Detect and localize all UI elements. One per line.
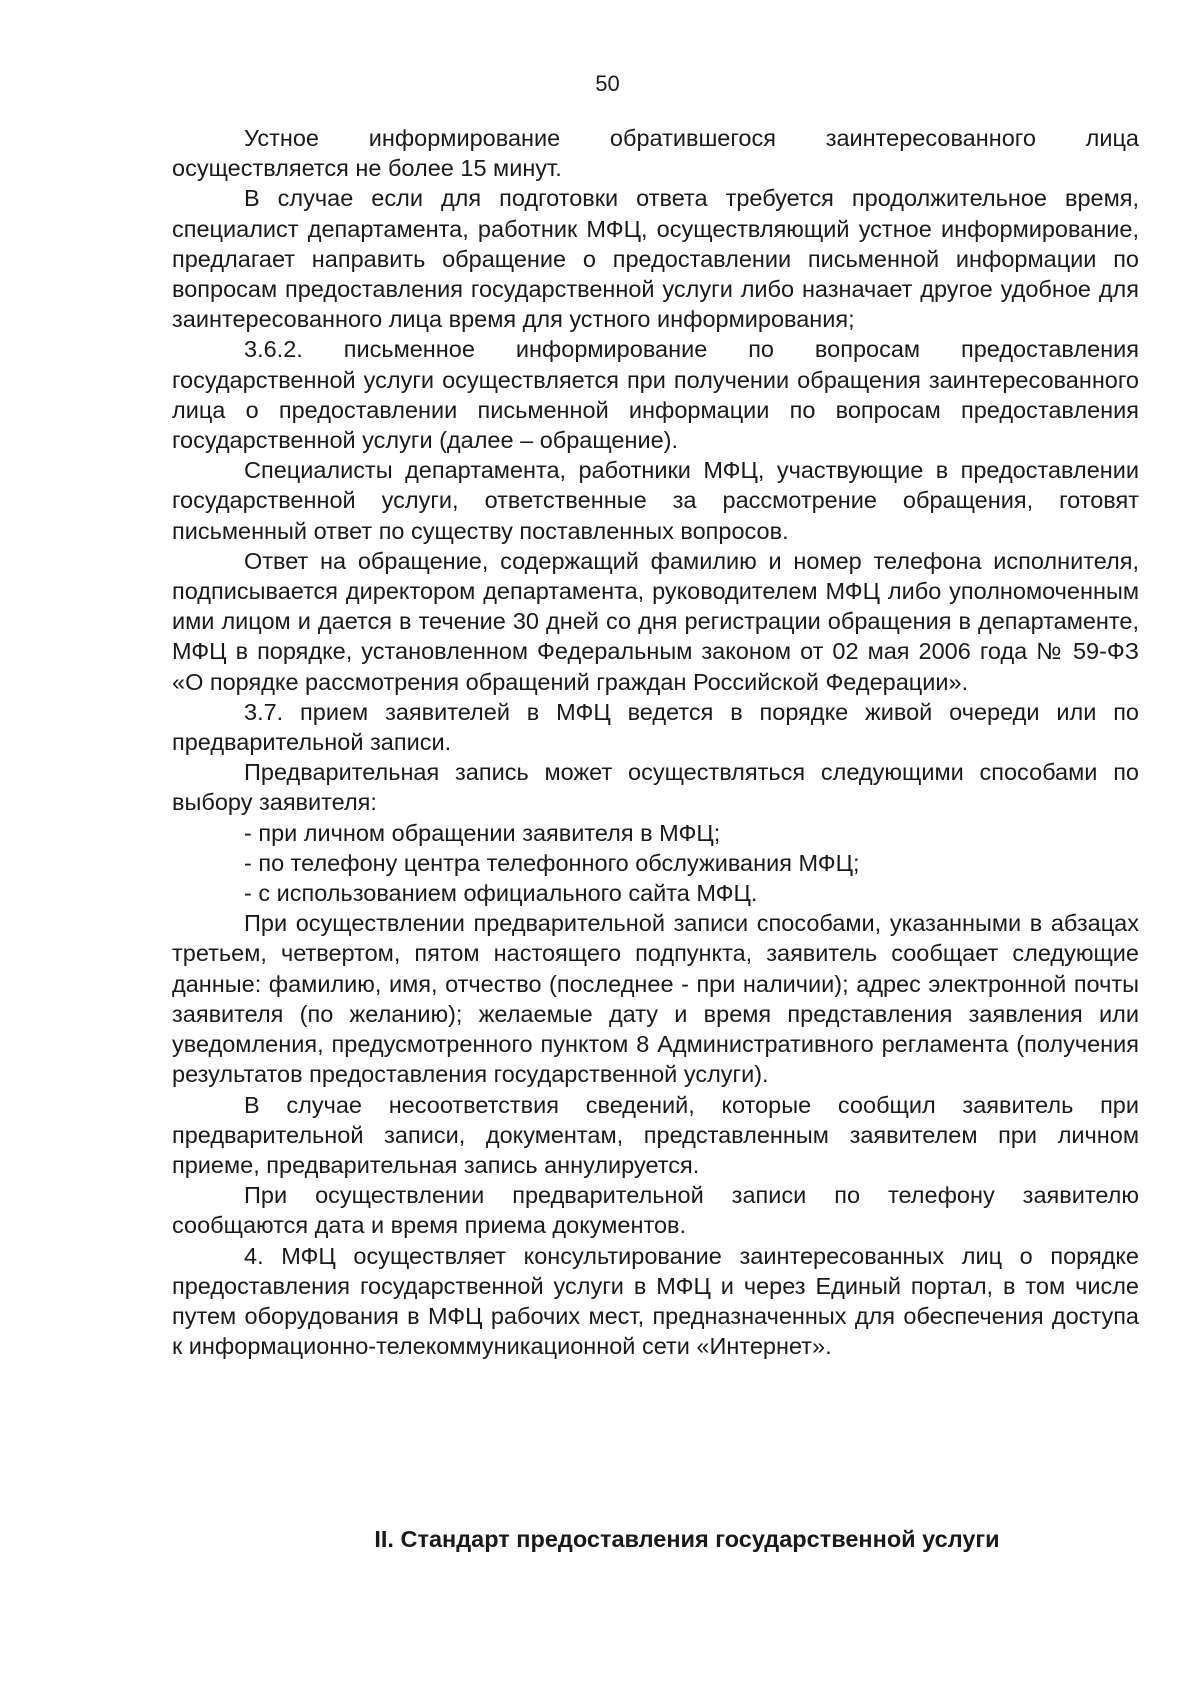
paragraph: При осуществлении предварительной записи по телефону заявителю сообщаются дата и время приема документов. <box>172 1182 1139 1239</box>
list-item: - при личном обращении заявителя в МФЦ; <box>244 819 721 846</box>
page-number: 50 <box>595 71 620 96</box>
paragraph: 4. МФЦ осуществляет консультирование заинтересованных лиц о порядке предоставления государственной услуги в МФЦ и через Единый портал, в том числе путем оборудования в МФЦ рабочих мест, предназначенных для обеспечения доступа к информационно-телекоммуникационной сети «Интернет». <box>172 1242 1139 1360</box>
paragraph: Специалисты департамента, работники МФЦ, участвующие в предоставлении государственной услуги, ответственные за рассмотрение обращения, готовят письменный ответ по существу поставленных вопросов. <box>172 457 1139 544</box>
list-item: - по телефону центра телефонного обслуживания МФЦ; <box>244 849 860 876</box>
paragraph: Ответ на обращение, содержащий фамилию и номер телефона исполнителя, подписывается директором департамента, руководителем МФЦ либо уполномоченным ими лицом и дается в течение 30 дней со дня регистрации обращения в департаменте, МФЦ в порядке, установленном Федеральным законом от 02 мая 2006 года № 59-ФЗ «О порядке рассмотрения обращений граждан Российской Федерации». <box>172 547 1139 695</box>
paragraph: В случае несоответствия сведений, которые сообщил заявитель при предварительной записи, документам, представленным заявителем при личном приеме, предварительная запись аннулируется. <box>172 1091 1139 1178</box>
list-item: - с использованием официального сайта МФЦ. <box>244 880 758 907</box>
paragraph: Устное информирование обратившегося заинтересованного лица осуществляется не более 15 минут. <box>172 125 1139 182</box>
paragraph: В случае если для подготовки ответа требуется продолжительное время, специалист департамента, работник МФЦ, осуществляющий устное информирование, предлагает направить обращение о предоставлении письменной информации по вопросам предоставления государственной услуги либо назначает другое удобное для заинтересованного лица время для устного информирования; <box>172 185 1139 333</box>
body-text <box>172 123 1139 1361</box>
paragraph: Предварительная запись может осуществляться следующими способами по выбору заявителя: <box>172 759 1139 816</box>
paragraph: 3.6.2. письменное информирование по вопросам предоставления государственной услуги осуществляется при получении обращения заинтересованного лица о предоставлении письменной информации по вопросам предоставления государственной услуги (далее – обращение). <box>172 336 1139 454</box>
paragraph: При осуществлении предварительной записи способами, указанными в абзацах третьем, четвертом, пятом настоящего подпункта, заявитель сообщает следующие данные: фамилию, имя, отчество (последнее - при наличии); адрес электронной почты заявителя (по желанию); желаемые дату и время представления заявления или уведомления, предусмотренного пунктом 8 Административного регламента (получения результатов предоставления государственной услуги). <box>172 910 1139 1088</box>
paragraph: 3.7. прием заявителей в МФЦ ведется в порядке живой очереди или по предварительной записи. <box>172 698 1139 756</box>
section-heading: II. Стандарт предоставления государственной услуги <box>374 1526 1000 1552</box>
